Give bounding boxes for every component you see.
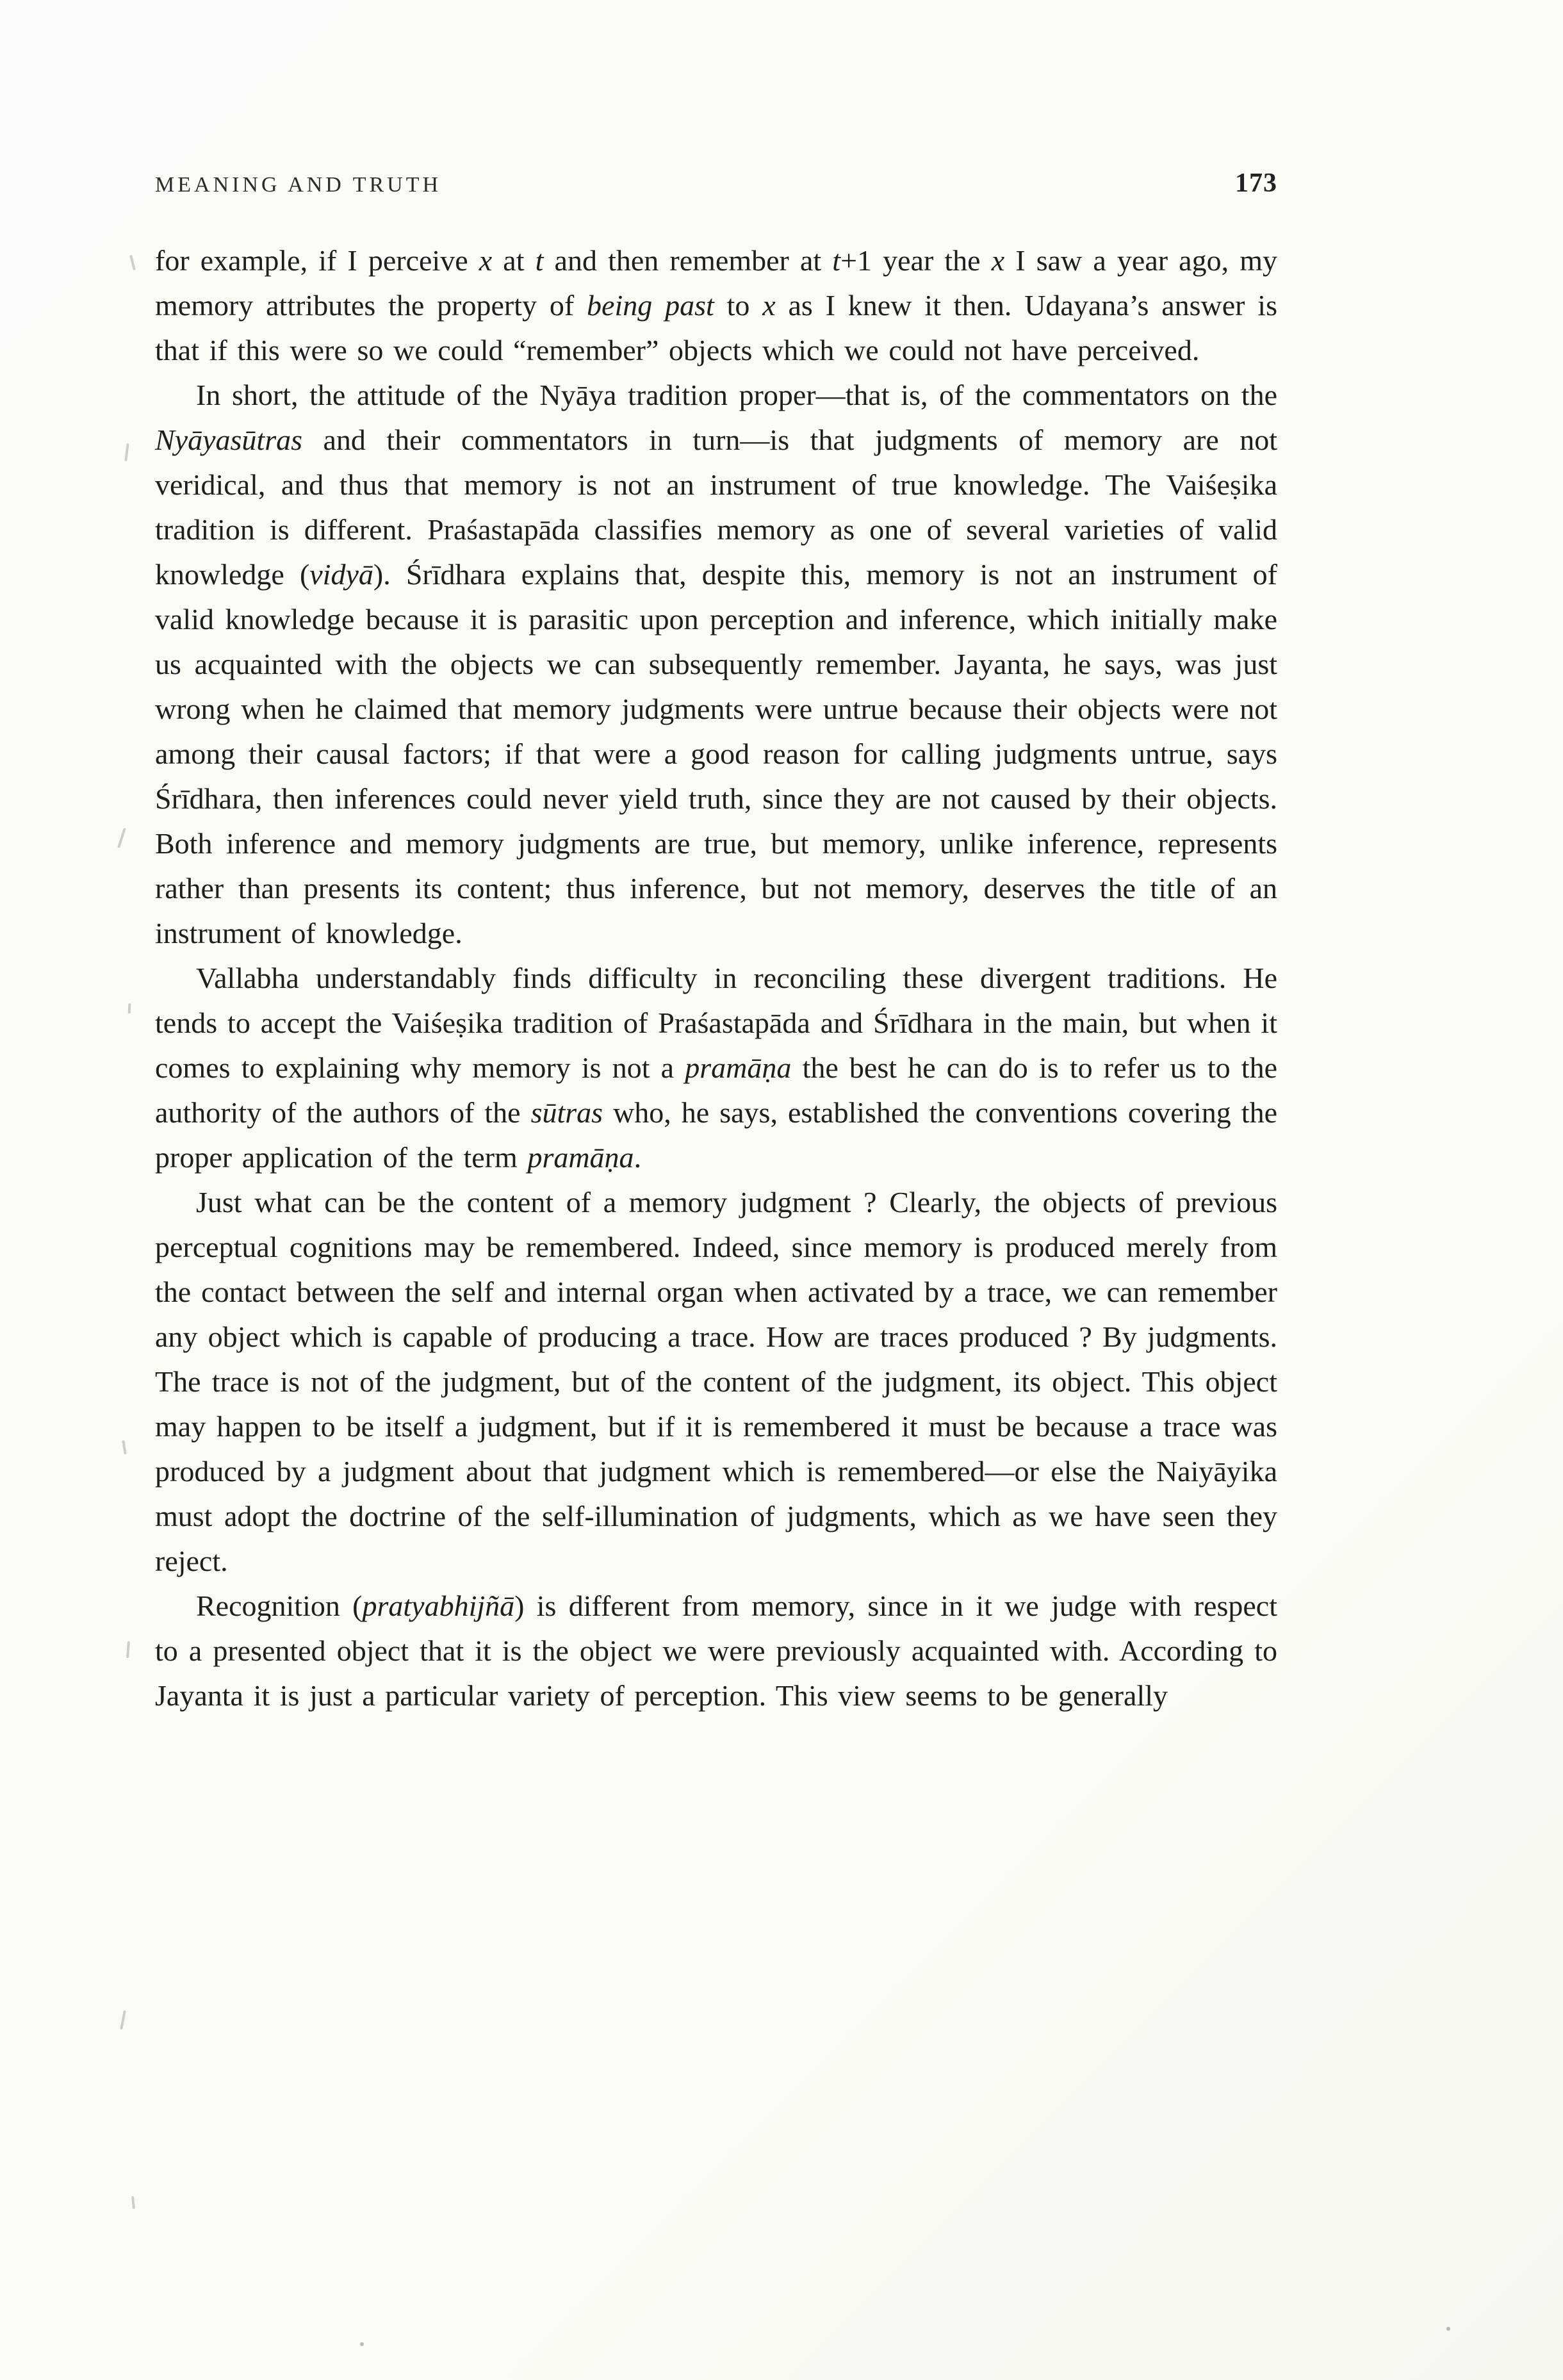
scan-artifact bbox=[120, 2010, 126, 2030]
scan-artifact bbox=[117, 828, 126, 848]
paragraph bbox=[155, 1584, 1277, 1718]
paragraph bbox=[155, 1180, 1277, 1584]
italic-text-run: x bbox=[991, 244, 1005, 277]
italic-text-run: vidyā bbox=[309, 558, 373, 591]
italic-text-run: Nyāyasūtras bbox=[155, 423, 302, 456]
scan-artifact bbox=[122, 1440, 126, 1454]
text-run: the best he can do is to refer us to the authority of the authors of the bbox=[155, 1051, 1277, 1129]
italic-text-run: pramāṇa bbox=[685, 1051, 792, 1084]
italic-text-run: t bbox=[535, 244, 544, 277]
italic-text-run: x bbox=[762, 289, 776, 322]
text-run: +1 year the bbox=[840, 244, 992, 277]
text-run: who, he says, established the conventions covering the proper application of the term bbox=[155, 1096, 1277, 1174]
text-run: as I knew it then. Udayana’s answer is that if this were so we could “remember” objects which we could not have perceived. bbox=[155, 289, 1277, 366]
italic-text-run: x bbox=[479, 244, 493, 277]
text-run: at bbox=[492, 244, 536, 277]
text-run: ). Śrīdhara explains that, despite this, memory is not an instrument of valid knowledge because it is parasitic upon perception and inference, which initially make us acquainted with the objects we can subsequently remember. Jayanta, he says, was just wrong when he claimed that memory judgments were untrue because their objects were not among their causal factors; if that were a good reason for calling judgments untrue, says Śrīdhara, then inferences could never yield truth, since they are not caused by their objects. Both inference and memory judgments are true, but memory, unlike inference, represents rather than presents its content; thus inference, but not memory, deserves the title of an instrument of knowledge. bbox=[155, 558, 1277, 949]
paragraph bbox=[155, 956, 1277, 1180]
page-body bbox=[155, 238, 1277, 1718]
italic-text-run: being past bbox=[587, 289, 714, 322]
text-run: . bbox=[634, 1141, 642, 1174]
text-run: and their commentators in turn—is that judgments of memory are not veridical, and thus that memory is not an instrument of true knowledge. The Vaiśeṣika tradition is different. Praśastapāda classifies memory as one of several varieties of valid knowledge ( bbox=[155, 423, 1277, 591]
paragraph bbox=[155, 373, 1277, 956]
page-header bbox=[155, 168, 1277, 199]
scan-artifact bbox=[131, 2196, 135, 2209]
italic-text-run: sūtras bbox=[530, 1096, 603, 1129]
text-run: and then remember at bbox=[543, 244, 833, 277]
scan-artifact bbox=[128, 1003, 131, 1014]
italic-text-run: pramāṇa bbox=[527, 1141, 634, 1174]
text-run: Just what can be the content of a memory judgment ? Clearly, the objects of previous perceptual cognitions may be remembered. Indeed, since memory is produced merely from the contact between the self and internal organ when activated by a trace, we can remember any object which is capable of producing a trace. How are traces produced ? By judgments. The trace is not of the judgment, but of the content of the judgment, its object. This object may happen to be itself a judgment, but if it is remembered it must be because a trace was produced by a judgment about that judgment which is remembered—or else the Naiyāyika must adopt the doctrine of the self-illumination of judgments, which as we have seen they reject. bbox=[155, 1186, 1277, 1577]
running-title: MEANING AND TRUTH bbox=[155, 173, 442, 197]
page-number: 173 bbox=[1235, 168, 1277, 198]
text-run: In short, the attitude of the Nyāya tradition proper—that is, of the commentators on the bbox=[196, 379, 1277, 411]
text-run: Vallabha understandably finds difficulty in reconciling these divergent traditions. He tends to accept the Vaiśeṣika tradition of Praśastapāda and Śrīdhara in the main, but when it comes to explaining why memory is not a bbox=[155, 962, 1277, 1084]
page-content bbox=[155, 168, 1277, 1718]
italic-text-run: pratyabhijñā bbox=[362, 1589, 515, 1622]
scan-artifact bbox=[360, 2342, 364, 2346]
scan-artifact bbox=[129, 255, 136, 270]
text-run: Recognition ( bbox=[196, 1589, 363, 1622]
text-run: for example, if I perceive bbox=[155, 244, 479, 277]
scan-artifact bbox=[124, 443, 129, 461]
scan-artifact bbox=[126, 1641, 130, 1658]
paragraph bbox=[155, 238, 1277, 373]
text-run: ) is different from memory, since in it we judge with respect to a presented object that it is the object we were previously acquainted with. According to Jayanta it is just a particular variety of perception. This view seems to be generally bbox=[155, 1589, 1277, 1712]
scan-artifact bbox=[1446, 2327, 1450, 2331]
text-run: to bbox=[714, 289, 763, 322]
italic-text-run: t bbox=[832, 244, 841, 277]
text-run: I saw a year ago, my memory attributes the property of bbox=[155, 244, 1277, 322]
